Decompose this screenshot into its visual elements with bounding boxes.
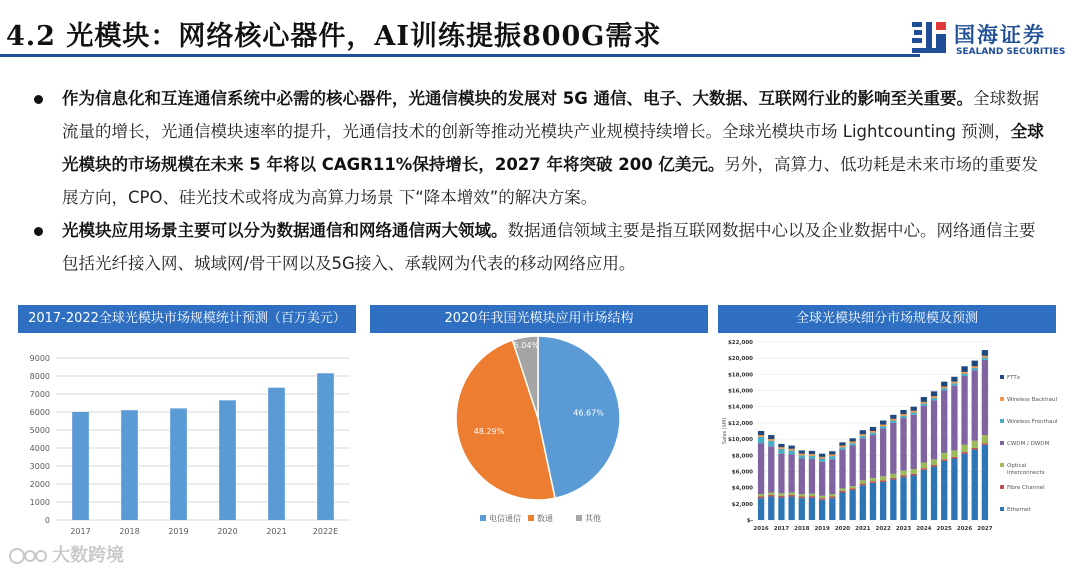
x-tick-label: 2022E: [312, 527, 339, 536]
stack-segment-wireless-backhaul: [921, 402, 927, 404]
bullet-2-text-1: 光模块应用场景主要可以分为数据通信和网络通信两大领域。: [62, 221, 508, 240]
stack-segment-wireless-fronthaul: [890, 420, 896, 422]
stack-segment-wireless-backhaul: [819, 457, 825, 459]
stack-segment-ethernet: [921, 470, 927, 520]
stack-segment-fibre-channel: [768, 495, 774, 497]
x-tick-label: 2022: [875, 526, 891, 532]
stack-segment-fttx: [880, 420, 886, 424]
legend-label: Ethernet: [1007, 507, 1031, 513]
legend-swatch: [1000, 375, 1004, 379]
bullet-list: [34, 82, 1044, 280]
pie-data-label: 48.29%: [473, 427, 505, 437]
bar-2019: [170, 408, 187, 520]
stack-segment-fibre-channel: [778, 496, 784, 498]
legend-swatch: [1000, 485, 1004, 489]
stack-segment-ethernet: [758, 498, 764, 520]
application-pie-chart: [370, 334, 710, 540]
stack-segment-optical-interconnects: [849, 486, 855, 488]
stack-segment-optical-interconnects: [900, 471, 906, 476]
stack-segment-cwdm-dwdm: [870, 435, 876, 478]
legend-swatch: [480, 515, 486, 521]
stack-segment-optical-interconnects: [941, 453, 947, 459]
stack-segment-fibre-channel: [911, 474, 917, 476]
x-tick-label: 2025: [936, 526, 952, 532]
stack-segment-optical-interconnects: [758, 494, 764, 496]
stack-segment-ethernet: [941, 461, 947, 520]
bullet-item-2: [34, 214, 1044, 280]
stack-segment-fttx: [809, 451, 815, 454]
stack-segment-fibre-channel: [951, 457, 957, 459]
y-tick-label: 6000: [29, 408, 50, 417]
stack-segment-wireless-backhaul: [880, 425, 886, 427]
y-tick-label: 1000: [29, 498, 50, 507]
stack-segment-fibre-channel: [758, 497, 764, 499]
stack-segment-optical-interconnects: [961, 445, 967, 452]
y-tick-label: $6,000: [731, 469, 753, 476]
stack-segment-optical-interconnects: [911, 469, 917, 474]
legend-swatch: [1000, 507, 1004, 511]
stack-segment-fibre-channel: [890, 478, 896, 480]
stack-segment-fibre-channel: [870, 481, 876, 483]
y-tick-label: 3000: [29, 462, 50, 471]
stack-segment-wireless-fronthaul: [931, 398, 937, 400]
legend-swatch: [1000, 397, 1004, 401]
stack-segment-wireless-fronthaul: [819, 459, 825, 462]
y-tick-label: $16,000: [727, 388, 753, 395]
sealand-logo-icon: [910, 18, 950, 58]
stack-segment-fttx: [931, 391, 937, 396]
stack-segment-optical-interconnects: [860, 480, 866, 483]
stack-segment-wireless-fronthaul: [921, 403, 927, 405]
stack-segment-fttx: [839, 442, 845, 445]
stack-segment-fibre-channel: [982, 443, 988, 445]
stack-segment-wireless-backhaul: [768, 439, 774, 441]
stack-segment-fibre-channel: [931, 465, 937, 467]
stack-segment-fibre-channel: [829, 497, 835, 499]
pie-data-label: 46.67%: [573, 408, 604, 418]
stack-segment-fibre-channel: [961, 452, 967, 454]
stack-segment-fttx: [900, 410, 906, 414]
stack-segment-ethernet: [900, 477, 906, 520]
stack-segment-ethernet: [788, 497, 794, 520]
stack-segment-optical-interconnects: [809, 494, 815, 496]
x-tick-label: 2016: [753, 526, 769, 532]
stack-segment-fttx: [758, 431, 764, 435]
stack-segment-fibre-channel: [809, 496, 815, 498]
stack-segment-fttx: [941, 382, 947, 387]
stack-segment-fibre-channel: [880, 480, 886, 482]
bar-2018: [121, 410, 138, 520]
stack-segment-fttx: [819, 454, 825, 457]
stack-segment-cwdm-dwdm: [961, 376, 967, 445]
x-tick-label: 2027: [977, 526, 993, 532]
x-tick-label: 2024: [916, 526, 932, 532]
y-axis-label: Sales ($M): [722, 417, 728, 445]
stack-segment-ethernet: [809, 498, 815, 520]
stack-segment-optical-interconnects: [972, 441, 978, 448]
stack-segment-ethernet: [799, 498, 805, 520]
stack-segment-ethernet: [972, 450, 978, 520]
stack-segment-wireless-fronthaul: [941, 388, 947, 390]
logo-text-cn: 国海证券: [954, 23, 1046, 47]
stack-segment-cwdm-dwdm: [860, 438, 866, 480]
x-tick-label: 2018: [794, 526, 810, 532]
legend-label: Wireless Backhaul: [1007, 397, 1057, 403]
stack-segment-fttx: [951, 377, 957, 382]
y-tick-label: $18,000: [727, 372, 753, 379]
stack-segment-cwdm-dwdm: [921, 406, 927, 463]
stack-segment-fttx: [911, 407, 917, 411]
market-size-bar-chart: [18, 340, 358, 540]
stack-segment-cwdm-dwdm: [849, 446, 855, 486]
stack-segment-cwdm-dwdm: [829, 459, 835, 494]
stack-segment-fttx: [961, 366, 967, 372]
stack-segment-ethernet: [839, 492, 845, 520]
x-tick-label: 2017: [773, 526, 790, 532]
stack-segment-wireless-backhaul: [839, 446, 845, 448]
y-tick-label: 0: [44, 516, 50, 525]
x-tick-label: 2018: [119, 527, 140, 536]
stack-segment-ethernet: [911, 476, 917, 521]
stack-segment-cwdm-dwdm: [799, 459, 805, 495]
segment-stacked-bar-chart: [718, 334, 1063, 540]
stack-segment-fttx: [860, 430, 866, 434]
stack-segment-fttx: [788, 446, 794, 449]
stack-segment-wireless-fronthaul: [799, 455, 805, 458]
stack-segment-wireless-backhaul: [758, 435, 764, 437]
stack-segment-cwdm-dwdm: [972, 370, 978, 440]
y-tick-label: 2000: [29, 480, 50, 489]
stack-segment-wireless-backhaul: [900, 414, 906, 416]
y-tick-label: $2,000: [731, 501, 753, 508]
stack-segment-wireless-backhaul: [860, 434, 866, 436]
legend-swatch: [576, 515, 582, 521]
x-tick-label: 2023: [895, 526, 912, 532]
x-tick-label: 2017: [70, 527, 91, 536]
y-tick-label: $22,000: [727, 340, 753, 346]
stack-segment-wireless-backhaul: [961, 372, 967, 374]
stack-segment-fibre-channel: [941, 459, 947, 461]
legend-swatch: [1000, 463, 1004, 467]
stack-segment-optical-interconnects: [799, 494, 805, 496]
logo-text-en: SEALAND SECURITIES: [956, 47, 1066, 57]
stack-segment-fibre-channel: [799, 497, 805, 499]
stack-segment-cwdm-dwdm: [890, 423, 896, 474]
stack-segment-ethernet: [860, 485, 866, 520]
y-tick-label: $10,000: [727, 437, 753, 444]
stack-segment-wireless-fronthaul: [839, 447, 845, 449]
stack-segment-fttx: [982, 350, 988, 356]
right-chart-header: 全球光模块细分市场规模及预测: [718, 305, 1056, 333]
stack-segment-wireless-backhaul: [911, 411, 917, 413]
x-tick-label: 2026: [956, 526, 973, 532]
bar-2020: [219, 400, 236, 520]
watermark-text: 大数跨境: [52, 545, 124, 566]
stack-segment-wireless-fronthaul: [961, 374, 967, 376]
stack-segment-cwdm-dwdm: [758, 443, 764, 494]
stack-segment-optical-interconnects: [921, 463, 927, 469]
stack-segment-cwdm-dwdm: [819, 462, 825, 496]
bullet-1-text-2: 全球数据流量的增长，光通信模块速率的提升，光通信技术的创新等推动光模块产业规模持续增长。全球光模块市场 Lightcounting 预测，: [62, 89, 1040, 141]
stack-segment-wireless-backhaul: [982, 356, 988, 358]
stack-segment-wireless-fronthaul: [758, 437, 764, 443]
stack-segment-optical-interconnects: [788, 492, 794, 494]
stack-segment-cwdm-dwdm: [982, 360, 988, 435]
legend-label: Fibre Channel: [1007, 485, 1045, 491]
stack-segment-wireless-backhaul: [951, 382, 957, 384]
stack-segment-wireless-fronthaul: [829, 456, 835, 459]
stack-segment-wireless-fronthaul: [809, 456, 815, 459]
stack-segment-fttx: [799, 450, 805, 453]
title-divider: [0, 54, 920, 57]
legend-label: Wireless Fronthaul: [1007, 419, 1058, 425]
stack-segment-optical-interconnects: [819, 496, 825, 498]
company-logo: [910, 18, 1070, 62]
y-tick-label: 8000: [29, 372, 50, 381]
stack-segment-fttx: [849, 438, 855, 441]
stack-segment-wireless-fronthaul: [788, 450, 794, 454]
stack-segment-optical-interconnects: [982, 435, 988, 443]
x-tick-label: 2019: [168, 527, 189, 536]
stack-segment-fttx: [890, 415, 896, 419]
stack-segment-cwdm-dwdm: [880, 429, 886, 477]
stack-segment-fttx: [829, 451, 835, 454]
pie-data-label: 5.04%: [513, 341, 540, 351]
legend-label: CWDM / DWDM: [1007, 441, 1050, 447]
y-tick-label: $4,000: [731, 485, 753, 492]
legend-label: Interconnects: [1007, 470, 1045, 476]
x-tick-label: 2020: [834, 526, 851, 532]
y-tick-label: 9000: [29, 354, 50, 363]
stack-segment-optical-interconnects: [880, 476, 886, 480]
bar-2022E: [317, 373, 334, 520]
stack-segment-fttx: [870, 427, 876, 431]
stack-segment-cwdm-dwdm: [839, 450, 845, 489]
y-tick-label: $14,000: [727, 404, 753, 411]
stack-segment-fibre-channel: [972, 448, 978, 450]
stack-segment-fttx: [778, 444, 784, 447]
stack-segment-wireless-backhaul: [829, 454, 835, 456]
stack-segment-optical-interconnects: [829, 494, 835, 496]
left-chart-header: 2017-2022全球光模块市场规模统计预测（百万美元）: [18, 305, 356, 333]
stack-segment-wireless-fronthaul: [860, 436, 866, 438]
y-tick-label: $12,000: [727, 420, 753, 427]
stack-segment-cwdm-dwdm: [941, 391, 947, 453]
legend-swatch: [1000, 441, 1004, 445]
stack-segment-wireless-backhaul: [799, 454, 805, 456]
stack-segment-optical-interconnects: [890, 474, 896, 478]
stack-segment-fibre-channel: [819, 498, 825, 500]
bullet-dot-icon: [34, 227, 43, 236]
y-tick-label: $-: [746, 518, 753, 524]
bar-2021: [268, 388, 285, 520]
y-tick-label: $8,000: [731, 453, 753, 460]
legend-swatch: [1000, 419, 1004, 423]
y-tick-label: 4000: [29, 444, 50, 453]
stack-segment-ethernet: [982, 445, 988, 520]
stack-segment-optical-interconnects: [778, 493, 784, 495]
stack-segment-fibre-channel: [839, 491, 845, 493]
stack-segment-ethernet: [849, 490, 855, 520]
watermark-logo-icon: [8, 545, 48, 567]
bullet-2-text-2: 数据通信领域主要是指互联网数据中心以及企业数据中心。网络通信主要包括光纤接入网、城域网/骨干网以及5G接入、承载网为代表的移动网络应用。: [62, 221, 1036, 273]
stack-segment-ethernet: [880, 482, 886, 520]
stack-segment-fibre-channel: [921, 468, 927, 470]
mid-chart-header: 2020年我国光模块应用市场结构: [370, 305, 708, 333]
x-tick-label: 2021: [855, 526, 871, 532]
stack-segment-wireless-fronthaul: [849, 443, 855, 445]
bar-2017: [72, 412, 89, 520]
stack-segment-wireless-backhaul: [788, 449, 794, 451]
stack-segment-optical-interconnects: [839, 488, 845, 490]
stack-segment-cwdm-dwdm: [911, 415, 917, 469]
stack-segment-cwdm-dwdm: [951, 386, 957, 451]
stack-segment-fibre-channel: [788, 495, 794, 497]
stack-segment-cwdm-dwdm: [778, 454, 784, 494]
legend-swatch: [528, 515, 534, 521]
stack-segment-ethernet: [768, 497, 774, 520]
stack-segment-fibre-channel: [900, 476, 906, 478]
stack-segment-optical-interconnects: [768, 492, 774, 494]
stack-segment-wireless-backhaul: [809, 454, 815, 456]
stack-segment-ethernet: [829, 498, 835, 520]
x-tick-label: 2021: [266, 527, 287, 536]
stack-segment-fttx: [972, 361, 978, 367]
x-tick-label: 2019: [814, 526, 830, 532]
watermark: [8, 541, 124, 567]
stack-segment-cwdm-dwdm: [788, 454, 794, 492]
stack-segment-ethernet: [961, 454, 967, 520]
legend-label: 其他: [585, 514, 601, 523]
stack-segment-wireless-fronthaul: [768, 441, 774, 447]
stack-segment-wireless-fronthaul: [982, 357, 988, 359]
stack-segment-ethernet: [951, 459, 957, 520]
stack-segment-wireless-fronthaul: [972, 368, 978, 370]
stack-segment-wireless-backhaul: [849, 442, 855, 444]
stack-segment-optical-interconnects: [951, 450, 957, 456]
y-tick-label: $20,000: [727, 356, 753, 363]
x-tick-label: 2020: [217, 527, 238, 536]
stack-segment-wireless-fronthaul: [778, 449, 784, 454]
stack-segment-fttx: [921, 397, 927, 402]
stack-segment-ethernet: [890, 480, 896, 520]
legend-label: FTTx: [1007, 375, 1020, 381]
bullet-dot-icon: [34, 95, 43, 104]
stack-segment-wireless-fronthaul: [911, 412, 917, 414]
legend-label: Optical: [1007, 463, 1027, 469]
stack-segment-wireless-backhaul: [931, 396, 937, 398]
stack-segment-optical-interconnects: [931, 459, 937, 465]
page-title: 4.2 光模块：网络核心器件，AI训练提振800G需求: [6, 21, 662, 52]
stack-segment-ethernet: [931, 467, 937, 520]
stack-segment-cwdm-dwdm: [809, 459, 815, 494]
stack-segment-wireless-backhaul: [870, 431, 876, 433]
stack-segment-ethernet: [870, 483, 876, 520]
stack-segment-ethernet: [819, 500, 825, 520]
bullet-item-1: [34, 82, 1044, 214]
bullet-1-text-3: 全球光模块的市场规模在未来 5 年将以 CAGR11%保持增长，2027 年将突破 200 亿美元。: [62, 122, 1044, 174]
stack-segment-cwdm-dwdm: [931, 400, 937, 459]
stack-segment-wireless-backhaul: [972, 366, 978, 368]
stack-segment-fibre-channel: [849, 488, 855, 490]
bullet-1-text-1: 作为信息化和互连通信系统中必需的核心器件，光通信模块的发展对 5G 通信、电子、大数据、互联网行业的影响至关重要。: [62, 89, 974, 108]
stack-segment-cwdm-dwdm: [768, 446, 774, 492]
stack-segment-wireless-backhaul: [778, 447, 784, 449]
stack-segment-cwdm-dwdm: [900, 418, 906, 471]
stack-segment-wireless-backhaul: [941, 387, 947, 389]
y-tick-label: 7000: [29, 390, 50, 399]
stack-segment-optical-interconnects: [870, 478, 876, 481]
stack-segment-wireless-fronthaul: [951, 383, 957, 385]
stack-segment-fttx: [768, 435, 774, 439]
stack-segment-wireless-fronthaul: [880, 426, 886, 428]
stack-segment-fibre-channel: [860, 484, 866, 486]
stack-segment-wireless-fronthaul: [900, 416, 906, 418]
stack-segment-wireless-backhaul: [890, 419, 896, 421]
bullet-1-text-4: 另外，高算力、低功耗是未来市场的重要发展方向，CPO、硅光技术或将成为高算力场景 下“降本增效”的解决方案。: [62, 155, 1038, 207]
y-tick-label: 5000: [29, 426, 50, 435]
stack-segment-ethernet: [778, 497, 784, 520]
stack-segment-wireless-fronthaul: [870, 433, 876, 435]
legend-label: 电信通信: [489, 514, 521, 523]
legend-label: 数通: [537, 514, 553, 523]
